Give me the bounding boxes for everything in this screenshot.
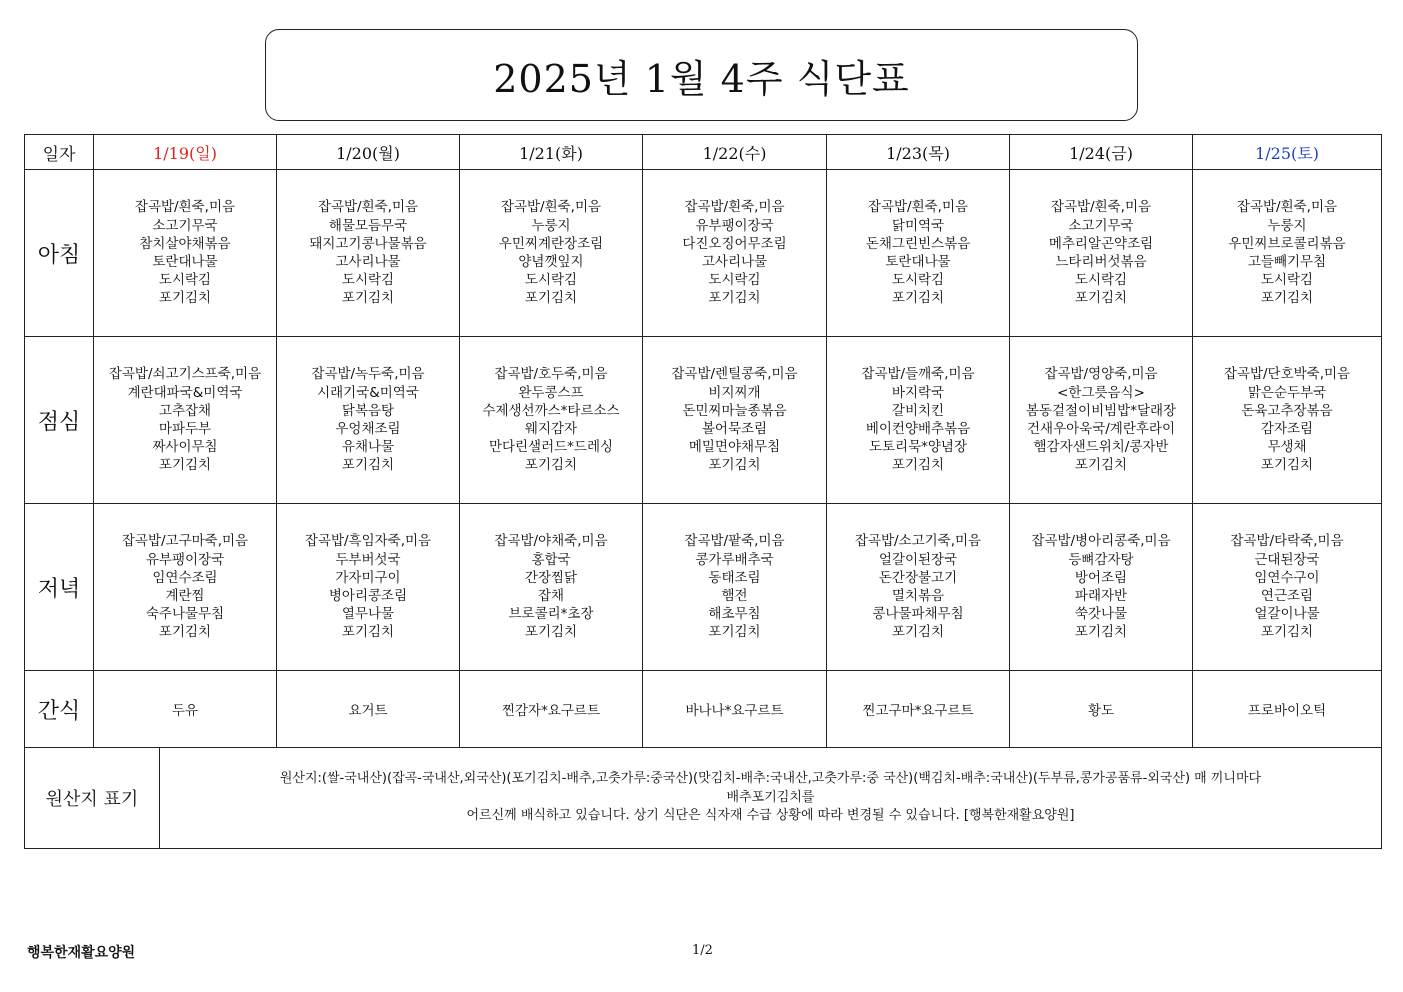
menu-item: 잡곡밥/들깨죽,미음: [861, 366, 975, 383]
snack-label: 간식: [25, 671, 94, 748]
menu-item: 얼갈이나물: [1254, 606, 1320, 623]
page-title: 2025년 1월 4주 식단표: [493, 56, 910, 101]
menu-cell: [1193, 337, 1382, 504]
menu-cell: [1010, 337, 1193, 504]
menu-item: 포기김치: [1074, 290, 1128, 307]
menu-item: 포기김치: [158, 457, 212, 474]
menu-item: 숙주나물무침: [145, 606, 225, 623]
origin-table: [25, 748, 1381, 848]
title-box: [265, 29, 1138, 121]
page-number: 1/2: [692, 943, 713, 958]
menu-item: 고사리나물: [335, 254, 401, 270]
menu-item: 누룽지: [1267, 217, 1307, 234]
menu-item: 포기김치: [524, 624, 578, 641]
menu-cell: [460, 337, 643, 504]
origin-container: [25, 748, 1382, 849]
snack-cell: 바나나*요구르트: [643, 671, 827, 748]
day-header: 1/21(화): [460, 135, 643, 170]
menu-item: 잡곡밥/야채죽,미음: [494, 533, 608, 550]
menu-cell: [460, 504, 643, 671]
menu-cell: [1010, 170, 1193, 337]
menu-item: 소고기무국: [152, 217, 218, 234]
menu-cell: [643, 337, 827, 504]
menu-item: 볼어묵조림: [701, 421, 768, 437]
meal-label: 점심: [25, 337, 94, 504]
menu-item: 잡채: [537, 588, 565, 604]
menu-item: 도시락김: [891, 272, 945, 289]
menu-item: 도토리묵*양념장: [868, 439, 968, 456]
menu-item: 무생채: [1267, 439, 1307, 456]
menu-item: 도시락김: [1074, 272, 1128, 289]
menu-item: 계란찜: [165, 588, 205, 604]
menu-item: 잡곡밥/쇠고기스프죽,미음: [108, 366, 262, 383]
menu-item: 포기김치: [158, 624, 212, 641]
menu-item: 포기김치: [891, 290, 945, 307]
menu-item: 웨지감자: [524, 421, 578, 437]
menu-cell: [827, 170, 1010, 337]
menu-item: 시래기국&미역국: [317, 384, 419, 401]
menu-item: 잡곡밥/타락죽,미음: [1230, 533, 1344, 550]
menu-item: 만다린샐러드*드레싱: [488, 439, 614, 456]
snack-cell: 찐고구마*요구르트: [827, 671, 1010, 748]
menu-item: 잡곡밥/영양죽,미음: [1044, 366, 1158, 383]
menu-cell: [1193, 504, 1382, 671]
menu-item: 두부버섯국: [335, 551, 401, 568]
menu-cell: [827, 504, 1010, 671]
menu-item: 고추잡채: [158, 402, 212, 419]
snack-cell: 황도: [1010, 671, 1193, 748]
meal-label: 아침: [25, 170, 94, 337]
menu-item: 우엉채조림: [335, 421, 401, 437]
menu-item: 포기김치: [341, 624, 395, 641]
menu-item: 포기김치: [158, 290, 212, 307]
menu-item: 맑은순두부국: [1247, 384, 1327, 401]
menu-item: 메추리알곤약조림: [1048, 235, 1154, 252]
meal-row: [25, 170, 1382, 337]
menu-cell: [1010, 504, 1193, 671]
menu-item: 도시락김: [341, 272, 395, 289]
menu-cell: [1193, 170, 1382, 337]
menu-item: 바지락국: [891, 384, 945, 401]
menu-item: 비지찌개: [708, 384, 761, 401]
menu-item: 돈채그린빈스볶음: [865, 235, 971, 252]
menu-cell: [277, 504, 460, 671]
menu-item: <한그릇음식>: [1057, 384, 1145, 401]
menu-item: 포기김치: [1260, 290, 1314, 307]
menu-item: 포기김치: [341, 290, 395, 307]
menu-item: 잡곡밥/흰죽,미음: [317, 199, 419, 216]
menu-item: 포기김치: [1260, 624, 1314, 641]
menu-item: 잡곡밥/소고기죽,미음: [854, 533, 982, 550]
menu-item: 유부팽이장국: [695, 217, 774, 234]
menu-cell: [277, 170, 460, 337]
menu-cell: [460, 170, 643, 337]
origin-line: 어르신께 배식하고 있습니다. 상기 식단은 식자재 수급 상황에 따라 변경될 수 있습니다. [행복한재활요양원]: [466, 808, 1075, 824]
menu-item: 햄감자샌드위치/콩자반: [1033, 439, 1169, 456]
menu-table: [24, 134, 1382, 849]
footer-org: 행복한재활요양원: [27, 945, 136, 961]
menu-item: 완두콩스프: [518, 384, 584, 401]
menu-item: 잡곡밥/팥죽,미음: [684, 533, 785, 550]
menu-item: 콩가루배추국: [695, 551, 774, 568]
origin-line: 원산지:(쌀-국내산)(잡곡-국내산,외국산)(포기김치-배추,고춧가루:중국산)(맛김치-배추:국내산,고춧가루:중 국산)(백김치-배추:국내산)(두부류,콩가공품류-외국산) 매 끼니마다: [279, 771, 1262, 787]
menu-item: 포기김치: [341, 457, 395, 474]
menu-cell: [94, 170, 277, 337]
snack-cell: 요거트: [277, 671, 460, 748]
snack-cell: 프로바이오틱: [1193, 671, 1382, 748]
menu-item: 다진오징어무조림: [682, 235, 787, 252]
menu-item: 잡곡밥/흑임자죽,미음: [304, 533, 432, 550]
menu-item: 봄동겉절이비빔밥*달래장: [1025, 402, 1177, 419]
menu-item: 근대된장국: [1254, 551, 1320, 568]
menu-item: 잡곡밥/단호박죽,미음: [1223, 366, 1351, 383]
menu-item: 간장찜닭: [524, 569, 578, 586]
snack-cell: 두유: [94, 671, 277, 748]
menu-item: 돈간장불고기: [878, 569, 958, 586]
day-header: 1/23(목): [827, 135, 1010, 170]
menu-item: 멸치볶음: [891, 588, 945, 604]
menu-item: 도시락김: [524, 272, 578, 289]
menu-item: 포기김치: [708, 624, 761, 641]
menu-item: 잡곡밥/호두죽,미음: [494, 366, 608, 383]
day-header: 1/25(토): [1193, 135, 1382, 170]
menu-item: 병아리콩조림: [328, 588, 408, 604]
menu-item: 돼지고기콩나물볶음: [309, 235, 427, 252]
header-row: [25, 135, 1382, 170]
menu-item: 포기김치: [891, 624, 945, 641]
header-label: 일자: [25, 135, 94, 170]
menu-cell: [277, 337, 460, 504]
menu-item: 잡곡밥/흰죽,미음: [684, 199, 785, 216]
menu-item: 포기김치: [708, 457, 761, 474]
day-header: 1/19(일): [94, 135, 277, 170]
menu-item: 가자미구이: [335, 569, 401, 586]
meal-row: [25, 337, 1382, 504]
menu-item: 해물모듬무국: [328, 217, 408, 234]
menu-item: 연근조림: [1260, 588, 1314, 604]
menu-item: 포기김치: [891, 457, 945, 474]
menu-item: 우민찌계란장조림: [498, 235, 604, 252]
menu-cell: [643, 170, 827, 337]
menu-item: 감자조림: [1260, 421, 1314, 437]
menu-item: 열무나물: [341, 606, 395, 623]
menu-item: 돈육고추장볶음: [1241, 402, 1333, 419]
menu-item: 느타리버섯볶음: [1055, 254, 1147, 270]
menu-item: 포기김치: [524, 457, 578, 474]
menu-item: 포기김치: [708, 290, 761, 307]
meal-row: [25, 504, 1382, 671]
menu-item: 잡곡밥/녹두죽,미음: [311, 366, 425, 383]
menu-item: 잡곡밥/흰죽,미음: [500, 199, 602, 216]
menu-item: 임연수조림: [152, 569, 218, 586]
meal-label: 저녁: [25, 504, 94, 671]
menu-item: 얼갈이된장국: [878, 551, 958, 568]
menu-item: 닭복음탕: [341, 402, 395, 419]
menu-item: 우민찌브로콜리볶음: [1228, 235, 1346, 252]
day-header: 1/24(금): [1010, 135, 1193, 170]
menu-item: 포기김치: [1074, 457, 1128, 474]
menu-item: 홍합국: [531, 551, 571, 568]
menu-item: 동태조림: [708, 569, 761, 586]
menu-item: 포기김치: [524, 290, 578, 307]
menu-item: 고사리나물: [701, 254, 768, 270]
menu-item: 방어조림: [1074, 569, 1128, 586]
menu-item: 양념깻잎지: [518, 254, 584, 270]
menu-item: 참치살야채볶음: [139, 235, 231, 252]
menu-item: 돈민찌마늘종볶음: [682, 402, 787, 419]
menu-item: 포기김치: [1074, 624, 1128, 641]
menu-item: 햄전: [721, 588, 748, 604]
menu-item: 짜사이무침: [152, 439, 218, 456]
day-header: 1/22(수): [643, 135, 827, 170]
snack-cell: 찐감자*요구르트: [460, 671, 643, 748]
menu-item: 포기김치: [1260, 457, 1314, 474]
menu-cell: [827, 337, 1010, 504]
menu-item: 토란대나물: [152, 254, 218, 270]
menu-item: 수제생선까스*타르소스: [482, 402, 620, 419]
menu-item: 토란대나물: [885, 254, 951, 270]
menu-item: 도시락김: [1260, 272, 1314, 289]
menu-item: 누룽지: [531, 217, 571, 234]
menu-item: 도시락김: [708, 272, 761, 289]
menu-item: 잡곡밥/흰죽,미음: [1050, 199, 1152, 216]
origin-row: [25, 748, 1382, 849]
menu-item: 잡곡밥/고구마죽,미음: [121, 533, 249, 550]
origin-line: 배추포기김치를: [726, 789, 815, 805]
menu-item: 베이컨양배추볶음: [865, 421, 971, 437]
menu-item: 파래자반: [1074, 588, 1128, 604]
menu-item: 도시락김: [158, 272, 212, 289]
menu-item: 메밀면야채무침: [688, 439, 781, 456]
menu-item: 브로콜리*초장: [508, 606, 594, 623]
day-header: 1/20(월): [277, 135, 460, 170]
menu-item: 건새우아욱국/계란후라이: [1027, 421, 1175, 437]
menu-item: 잡곡밥/흰죽,미음: [134, 199, 236, 216]
menu-item: 잡곡밥/흰죽,미음: [867, 199, 969, 216]
menu-item: 유채나물: [341, 439, 395, 456]
origin-label: 원산지 표기: [25, 748, 160, 848]
menu-item: 등뼈감자탕: [1068, 551, 1134, 568]
menu-cell: [94, 337, 277, 504]
menu-item: 잡곡밥/렌틸콩죽,미음: [671, 366, 798, 383]
menu-item: 콩나물파채무침: [872, 606, 964, 623]
menu-item: 계란대파국&미역국: [127, 384, 243, 401]
menu-item: 유부팽이장국: [145, 551, 225, 568]
menu-item: 잡곡밥/흰죽,미음: [1236, 199, 1338, 216]
menu-item: 임연수구이: [1254, 569, 1320, 586]
menu-item: 닭미역국: [891, 217, 945, 234]
menu-item: 쑥갓나물: [1074, 606, 1128, 623]
origin-text: [160, 748, 1382, 848]
menu-cell: [643, 504, 827, 671]
menu-item: 해초무침: [708, 606, 761, 623]
menu-cell: [94, 504, 277, 671]
menu-item: 고들빼기무침: [1247, 254, 1327, 270]
menu-item: 갈비치킨: [891, 402, 945, 419]
snack-row: [25, 671, 1382, 748]
menu-item: 마파두부: [158, 421, 212, 437]
menu-item: 잡곡밥/병아리콩죽,미음: [1031, 533, 1171, 550]
menu-item: 소고기무국: [1068, 217, 1134, 234]
